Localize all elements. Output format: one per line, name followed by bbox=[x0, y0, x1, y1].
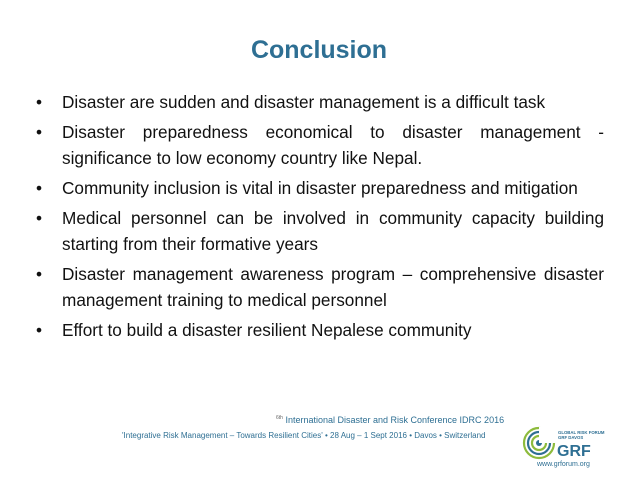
logo-subtitle-1: GLOBAL RISK FORUM bbox=[558, 430, 605, 435]
bullet-list bbox=[36, 89, 604, 347]
bullet-item bbox=[36, 205, 604, 257]
footer-tagline: 'Integrative Risk Management – Towards Resilient Cities' • 28 Aug – 1 Sept 2016 • Davos • Switzerland bbox=[122, 431, 486, 440]
bullet-marker: • bbox=[36, 320, 43, 340]
bullet-marker: • bbox=[36, 122, 43, 142]
footer-conference bbox=[276, 415, 504, 425]
bullet-item bbox=[36, 261, 604, 313]
logo-subtitle-2: GRF DAVOS bbox=[558, 435, 584, 440]
slide-title: Conclusion bbox=[250, 36, 388, 64]
footer-edition: 6th bbox=[276, 415, 283, 421]
logo-url: www.grforum.org bbox=[537, 461, 590, 468]
bullet-text: Disaster management awareness program – comprehensive disaster management training to medical personnel bbox=[62, 264, 604, 310]
logo-emblem-icon bbox=[524, 427, 556, 458]
bullet-text: Medical personnel can be involved in community capacity building starting from their formative years bbox=[62, 208, 604, 254]
bullet-text: Community inclusion is vital in disaster preparedness and mitigation bbox=[62, 178, 578, 198]
bullet-marker: • bbox=[36, 92, 43, 112]
bullet-marker: • bbox=[36, 208, 43, 228]
bullet-text: Disaster are sudden and disaster management is a difficult task bbox=[62, 92, 546, 112]
bullet-text: Effort to build a disaster resilient Nepalese community bbox=[62, 320, 472, 340]
bullet-item bbox=[36, 317, 604, 343]
footer-conference-name: International Disaster and Risk Conference IDRC 2016 bbox=[285, 415, 505, 425]
bullet-text: Disaster preparedness economical to disaster management - significance to low economy country like Nepal. bbox=[62, 122, 604, 168]
bullet-item bbox=[36, 89, 604, 115]
bullet-marker: • bbox=[36, 264, 43, 284]
bullet-marker: • bbox=[36, 178, 43, 198]
logo-text: GRF bbox=[557, 443, 591, 460]
bullet-item bbox=[36, 175, 604, 201]
bullet-item bbox=[36, 119, 604, 171]
